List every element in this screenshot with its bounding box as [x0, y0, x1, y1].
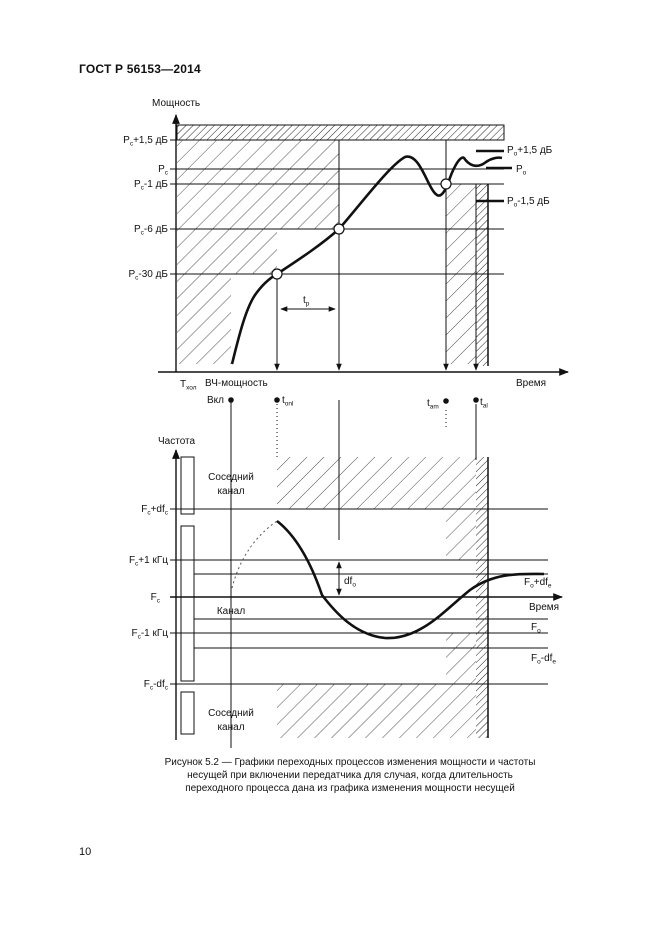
- tp-label: $t_p$: [303, 295, 310, 308]
- t-am-label: $t_{am}$: [427, 398, 439, 411]
- power-axis-title: Мощность: [152, 98, 201, 109]
- freq-hatch-lower: [277, 684, 476, 738]
- standard-header: ГОСТ Р 56153—2014: [79, 62, 201, 76]
- point-pc-1: [441, 179, 451, 189]
- t-am-dot: [443, 398, 449, 404]
- frequency-curve: [277, 521, 544, 638]
- right-label-po-minus: $P_o-1,5$ дБ: [507, 196, 550, 209]
- freq-axis-title: Частота: [158, 436, 196, 447]
- figure-caption: [150, 756, 550, 795]
- t-onl-dot: [274, 397, 280, 403]
- t-al-dot: [473, 397, 479, 403]
- channel-block: [181, 526, 194, 681]
- right-label-po: $P_o$: [516, 164, 527, 177]
- adjacent-channel-bottom-line2: канал: [217, 722, 245, 733]
- level-label-pc-30: $P_c-30$ дБ: [128, 269, 168, 282]
- power-x-axis-title: Время: [516, 378, 547, 389]
- dfo-label: $df_o$: [344, 576, 356, 589]
- freq-label-fc-minus-1k: $F_c-1$ кГц: [131, 628, 168, 641]
- level-label-pc-1: $P_c-1$ дБ: [134, 179, 168, 192]
- power-hatch-right-strip: [476, 184, 488, 366]
- level-label-pc: $P_c$: [158, 164, 168, 177]
- level-label-pc-plus: $P_c+1,5$ дБ: [123, 135, 168, 148]
- freq-label-fc-plus-1k: $F_c+1$ кГц: [128, 555, 168, 568]
- adjacent-channel-top-line1: Соседний: [208, 472, 254, 483]
- freq-hatch-right-upper: [446, 509, 476, 560]
- point-pc-6: [334, 224, 344, 234]
- power-hatch-mid-zone: [177, 229, 277, 274]
- channel-label: Канал: [216, 606, 246, 617]
- right-label-po-plus: $P_o+1,5$ дБ: [507, 145, 553, 158]
- freq-right-label-fo: $F_o$: [531, 622, 541, 635]
- power-chart: [123, 98, 568, 411]
- frequency-chart: [129, 400, 562, 748]
- freq-right-label-fo-plus: $F_o+df_e$: [524, 577, 552, 590]
- level-label-pc-6: $P_c-6$ дБ: [134, 224, 168, 237]
- freq-label-fc-plus-dfc: $F_c+df_c$: [141, 504, 168, 517]
- rf-on-dot: [228, 397, 234, 403]
- freq-label-fc: $F_c$: [150, 592, 160, 605]
- caption-line-2: несущей при включении передатчика для случая, когда длительность: [187, 770, 513, 781]
- rf-power-label: ВЧ-мощность: [205, 378, 268, 389]
- t-al-label: $t_{al}$: [480, 397, 488, 410]
- rf-on-label: Вкл: [207, 395, 224, 406]
- page-number: 10: [79, 846, 92, 858]
- adjacent-channel-block-top: [181, 457, 194, 514]
- power-hatch-top-band: [177, 125, 504, 140]
- freq-label-fc-minus-dfc: $F_c-df_c$: [143, 679, 168, 692]
- freq-hatch-upper: [277, 457, 476, 509]
- power-hatch-lower-zone: [177, 274, 231, 364]
- adjacent-channel-bottom-line1: Соседний: [208, 708, 254, 719]
- point-pc-30: [272, 269, 282, 279]
- freq-curve-dashed: [232, 521, 277, 588]
- adjacent-channel-block-bottom: [181, 692, 194, 734]
- adjacent-channel-top-line2: канал: [217, 486, 245, 497]
- t-hold-label: $T_{хол}$: [180, 379, 197, 392]
- freq-hatch-right-lower: [446, 633, 476, 684]
- freq-right-label-fo-minus: $F_o-df_e$: [531, 653, 557, 666]
- caption-line-3: переходного процесса дана из графика изменения мощности несущей: [185, 783, 515, 794]
- freq-x-axis-title: Время: [529, 602, 560, 613]
- caption-line-1: Рисунок 5.2 — Графики переходных процессов изменения мощности и частоты: [164, 757, 536, 768]
- t-onl-label: $t_{onl}$: [282, 395, 294, 408]
